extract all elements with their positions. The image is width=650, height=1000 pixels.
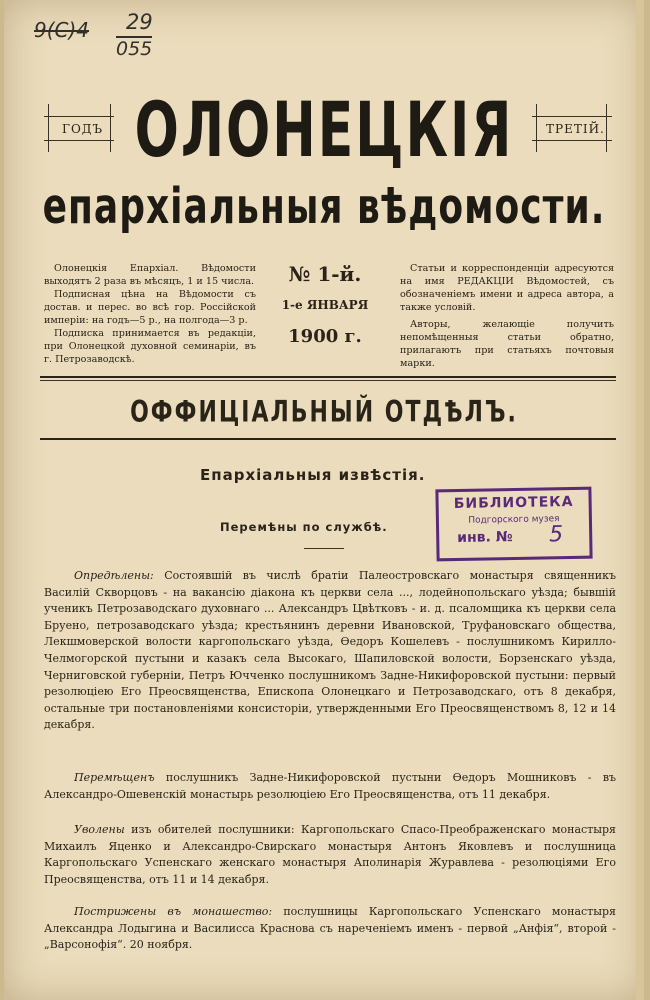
news-item	[44, 822, 616, 888]
item-text: послушницы Каргопольскаго Успенскаго монастыря Александра Лодыгина и Василисса Краснова съ нареченіемъ именъ - первой „Анфія“, второй - „Варсонофія“. 20 ноября.	[44, 905, 616, 952]
item-text: послушникъ Задне-Никифоровской пустыни Өедоръ Мошниковъ - въ Александро-Ошевенскій монастырь резолюціею Его Преосвященства, отъ 11 декабря.	[44, 771, 617, 801]
info-paragraph: Подписка принимается въ редакціи, при Олонецкой духовной семинаріи, въ г. Петрозаводскѣ.	[44, 328, 256, 365]
item-lead: Уволены	[74, 823, 125, 836]
info-paragraph: Авторы, желающіе получить непомѣщенныя статьи обратно, прилагаютъ при статьяхъ почтовыя марки.	[400, 319, 614, 369]
stamp-inventory-number: 5	[548, 522, 564, 548]
item-text: Состоявшій въ числѣ братіи Палеостровскаго монастыря священникъ Василій Скворцовъ - на вакансію діакона къ церкви села ..., лодейнопольскаго уѣзда; бывшій ученикъ Петрозаводскаго духовнаго ... Александръ Цвѣтковъ - и. д. псаломщика къ церкви села Бруено, петрозаводскаго уѣзда; крестьянинъ деревни Ивановской, Труфановскаго общества, Лекшмоверской волости каргопольскаго уѣзда, Өедоръ Кошелевъ - послушникомъ Кирилло-Челмогорской пустыни и казакъ села Высокаго, Шапиловской волости, Борзенскаго уѣзда, Черниговской губерніи, Петръ Ючченко послушникомъ Задне-Никифоровской пустыни: первый резолюціею Его Преосвященства, Епископа Олонецкаго и Петрозаводскаго, отъ 8 декабря, остальные три постановленіями консисторіи, утвержденными Его Преосвященствомъ 8, 12 и 14 декабря.	[44, 569, 617, 732]
handwritten-number-top: 29	[126, 10, 153, 34]
news-item	[44, 770, 616, 803]
issue-year: 1900 г.	[288, 326, 362, 347]
subsection-title: Епархіальныя извѣстія.	[200, 466, 426, 484]
stamp-title: БИБЛИОТЕКА	[453, 493, 574, 513]
news-item	[44, 904, 616, 954]
editorial-info	[400, 262, 614, 370]
item-lead: Пострижены въ монашество:	[74, 905, 273, 918]
library-stamp	[435, 487, 592, 562]
handwritten-number-bottom: 055	[116, 38, 153, 60]
year-label: ГОДЪ	[62, 122, 104, 136]
stamp-museum: Подгорского музея	[468, 514, 560, 526]
news-item	[44, 568, 616, 734]
issue-number: № 1-й.	[288, 262, 362, 286]
item-lead: Перемѣщенъ	[74, 771, 155, 784]
divider	[40, 438, 616, 440]
newspaper-page	[4, 0, 644, 1000]
item-lead: Опредѣлены:	[74, 569, 154, 582]
handwritten-shelfmark: 9(С)4	[34, 18, 90, 42]
stamp-inventory-label: инв. №	[457, 529, 513, 546]
divider	[40, 376, 616, 378]
info-paragraph: Статьи и корреспонденціи адресуются на имя РЕДАКЦІИ Вѣдомостей, съ обозначеніемъ имени и адреса автора, а также условій.	[400, 263, 614, 313]
subsection-subtitle: Перемѣны по службѣ.	[220, 520, 388, 534]
divider	[304, 548, 344, 549]
section-title: ОФФИЦІАЛЬНЫЙ ОТДѢЛЪ.	[130, 396, 518, 430]
masthead-subtitle: епархіальныя вѣдомости.	[42, 180, 606, 236]
issue-date: 1-е ЯНВАРЯ	[281, 298, 369, 312]
divider	[40, 380, 616, 381]
year-number: ТРЕТІЙ.	[546, 122, 605, 136]
item-text: изъ обителей послушники: Каргопольскаго Спасо-Преображенскаго монастыря Михаилъ Яценко и Александро-Свирскаго монастыря Антонъ Яковлевъ и послушница Каргопольскаго Успенскаго женскаго монастыря Аполинарія Журавлева - резолюціями Его Преосвященства, отъ 11 и 14 декабря.	[44, 823, 616, 886]
masthead-title: ОЛОНЕЦКІЯ	[134, 88, 514, 175]
info-paragraph: Олонецкія Епархіал. Вѣдомости выходятъ 2 раза въ мѣсяцъ, 1 и 15 числа.	[44, 263, 256, 287]
subscription-info	[44, 262, 256, 366]
info-paragraph: Подписная цѣна на Вѣдомости съ достав. и перес. во всѣ гор. Россійской имперіи: на годъ—5 р., на полгода—3 р.	[44, 289, 256, 326]
